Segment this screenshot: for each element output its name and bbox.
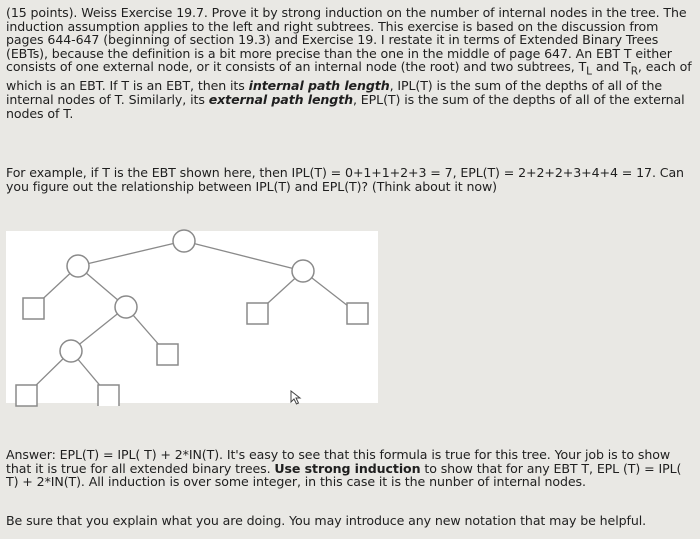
intro-text-1: (15 points). Weiss Exercise 19.7. Prove it by strong induction on the number of internal nodes in the tree. The induction assumption applies to the left and right subtrees. This exercise is based on the discussion from pages 644-647 (beginning of section 19.3) and Exercise 19. I restate it in terms of Extended Binary Trees (EBTs), because the definition is a bit more precise than the one in the middle of page 647. An EBT T either consists of one external node, or it consists of an internal node (the root) and two subtrees, T bbox=[6, 5, 687, 75]
ipl-term: internal path length bbox=[248, 78, 390, 94]
mouse-pointer-icon bbox=[290, 390, 304, 406]
external-node bbox=[247, 303, 268, 324]
external-node bbox=[16, 385, 37, 406]
external-node bbox=[157, 344, 178, 365]
internal-node bbox=[115, 296, 137, 318]
external-node bbox=[347, 303, 368, 324]
ebt-tree-diagram bbox=[0, 221, 380, 411]
answer-text-2: to show that for any EBT T, EPL (T) = IPL( T) + 2*IN(T). All induction is over some integer, in this case it is the nunber of internal nodes. bbox=[6, 460, 682, 490]
intro-text-3: , each of which is an EBT. If T is an EBT, then its bbox=[6, 59, 692, 94]
external-node bbox=[98, 385, 119, 406]
edge-root-right bbox=[184, 241, 303, 271]
internal-node-root bbox=[173, 230, 195, 252]
subscript-l: L bbox=[586, 65, 592, 78]
epl-term: external path length bbox=[208, 92, 353, 108]
external-node bbox=[23, 298, 44, 319]
note-paragraph: Be sure that you explain what you are doing. You may introduce any new notation that may be helpful. bbox=[6, 513, 647, 528]
answer-paragraph bbox=[6, 448, 692, 489]
internal-node bbox=[67, 255, 89, 277]
problem-statement bbox=[6, 6, 692, 120]
answer-text-1: Answer: EPL(T) = IPL( T) + 2*IN(T). It's easy to see that this formula is true for this tree. Your job is to show that it is true for all extended binary trees. bbox=[6, 447, 671, 476]
example-paragraph: For example, if T is the EBT shown here, then IPL(T) = 0+1+1+2+3 = 7, EPL(T) = 2+2+2+3+4+4 = 17. Can you figure out the relationship between IPL(T) and EPL(T)? (Think about it now) bbox=[6, 165, 684, 194]
internal-node bbox=[292, 260, 314, 282]
intro-text-4: , IPL(T) is the sum of the depths of all of the internal nodes of T. Similarly, its bbox=[6, 78, 662, 108]
internal-node bbox=[60, 340, 82, 362]
intro-text-2: and T bbox=[591, 59, 631, 75]
answer-emphasis: Use strong induction bbox=[274, 460, 421, 476]
edge-root-left bbox=[78, 241, 184, 266]
subscript-r: R bbox=[630, 65, 638, 78]
intro-text-5: , EPL(T) is the sum of the depths of all of the external nodes of T. bbox=[6, 92, 685, 121]
